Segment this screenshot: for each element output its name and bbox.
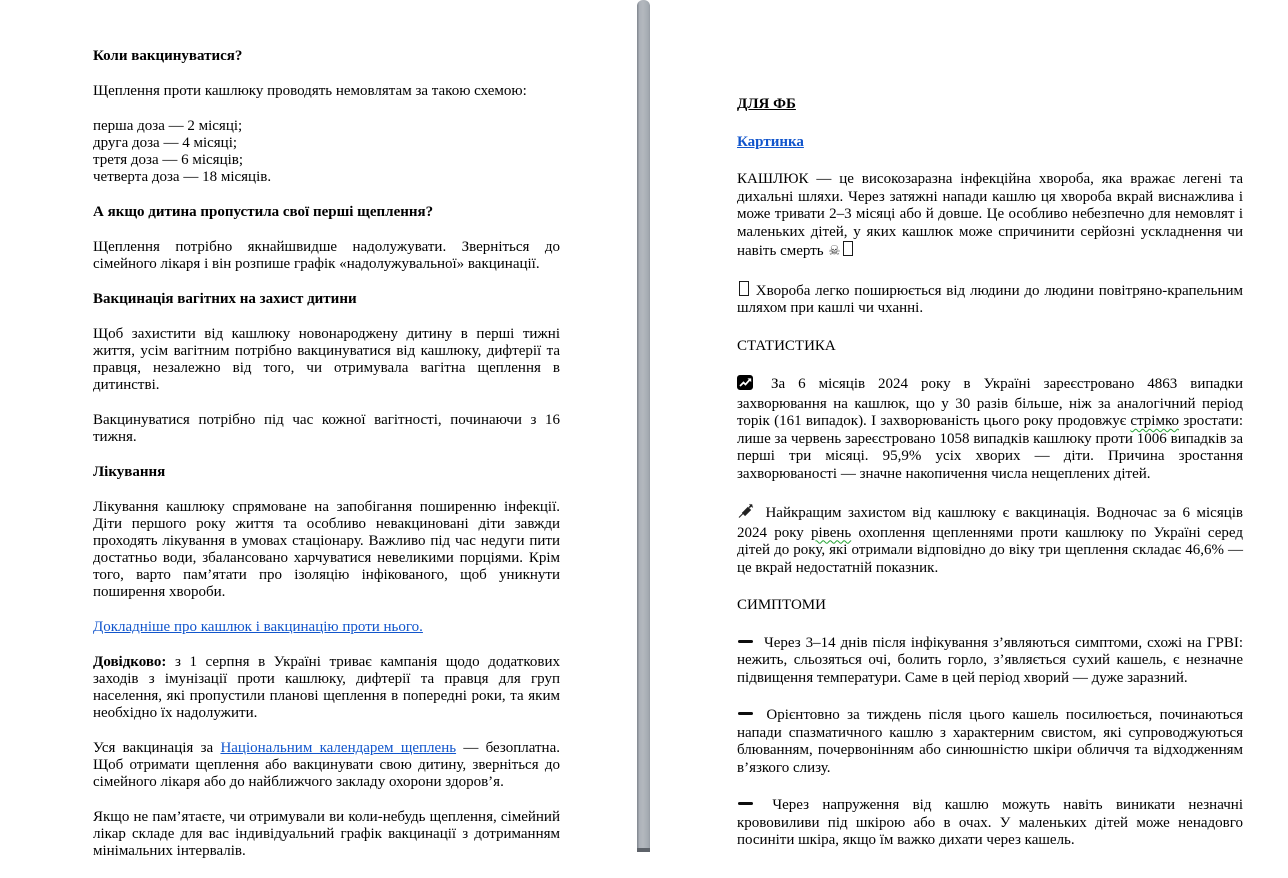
left-page-text-column [93,48,560,878]
picture-link[interactable]: Картинка [737,133,804,150]
more-about-pertussis-link[interactable]: Докладніше про кашлюк і вакцинацію проти нього. [93,619,423,635]
symptoms-heading: СИМПТОМИ [737,597,826,613]
individual-schedule-paragraph: Якщо не пам’ятаєте, чи отримували ви коли-небудь щеплення, сімейний лікар складе для вас індивідуальний графік вакцинації з дотриманням мінімальних інтервалів. [93,809,560,859]
statistics-text-post: зростати: лише за червень зареєстровано 1058 випадків кашлюку проти 1006 випадків за перші три місяці. 95,9% усіх хворих — діти. Причина зростання захворюваності — значне накопичення числа нещеплених дітей. [737,413,1243,482]
chart-increasing-icon [737,375,753,396]
free-vaccination-pre: Уся вакцинація за [93,740,221,756]
pregnant-paragraph-2: Вакцинуватися потрібно під час кожної вагітності, починаючи з 16 тижня. [93,412,560,445]
vaccination-protection-paragraph [737,503,1243,577]
missed-vaccination-paragraph: Щеплення потрібно якнайшвидше надолужувати. Зверніться до сімейного лікаря і він розпише графік «надолужувальної» вакцинації. [93,239,560,272]
dose-line-1: перша доза — 2 місяці; [93,118,243,134]
heading-treatment: Лікування [93,464,166,480]
right-page-text-column [737,96,1243,870]
pregnant-paragraph-1: Щоб захистити від кашлюку новонароджену дитину в перші тижні життя, усім вагітним потрібно вакцинуватися від кашлюку, дифтерії та правця, незалежно від того, чи отримувала вагітна щеплення в дитинстві. [93,326,560,393]
symptom-text-3: Через напруження від кашлю можуть навіть виникати незначні крововиливи під шкірою або в очах. У маленьких дітей може ненадовго посиніти шкіра, якщо їм важко дихати через кашель. [737,797,1243,848]
dose-line-3: третя доза — 6 місяців; [93,152,244,168]
spread-text: Хвороба легко поширюється від людини до людини повітряно-крапельним шляхом при кашлі чи чханні. [737,282,1243,316]
symptom-paragraph-1 [737,635,1243,688]
statistics-paragraph [737,375,1243,483]
spellcheck-word: стрімко [1130,413,1179,429]
pertussis-intro-text: КАШЛЮК — це високозаразна інфекційна хвороба, яка вражає легені та дихальні шляхи. Через затяжні напади кашлю ця хвороба вкрай виснажлива і може тривати 2–3 місяці або й довше. Це особливо небезпечно для немовлят і маленьких дітей, у яких кашлюк може спричинити серйозні ускладнення чи навіть смерть [737,171,1243,259]
vaccination-scheme-intro: Щеплення проти кашлюку проводять немовлятам за такою схемою: [93,83,527,99]
reference-label: Довідково: [93,654,167,670]
scrollbar-divider[interactable] [637,0,650,852]
more-link-paragraph [93,619,560,636]
heavy-minus-icon [738,712,753,715]
missing-glyph-box [843,241,853,256]
symptom-text-2: Орієнтовно за тиждень після цього кашель посилюється, починаються напади спазматичного кашлю з характерним свистом, які супроводжуються блюванням, почервонінням або синюшністю шкіри обличчя та відходженням в’язкого слизу. [737,707,1243,776]
dose-schedule-list [93,118,560,186]
symptom-paragraph-3 [737,797,1243,850]
pertussis-intro-paragraph [737,171,1243,261]
heavy-minus-icon [738,802,753,805]
spellcheck-word: рівень [811,524,852,541]
spread-paragraph [737,281,1243,318]
free-vaccination-paragraph [93,740,560,791]
vaccination-text-pre: Найкращим захистом від кашлюку є вакцинація. Водночас за 6 місяців 2024 року [737,505,1243,541]
heading-when-to-vaccinate: Коли вакцинуватися? [93,48,243,64]
syringe-icon [737,503,754,525]
picture-link-paragraph [737,134,1243,152]
reference-paragraph [93,654,560,722]
reference-text: з 1 серпня в Україні триває кампанія щодо додаткових заходів з імунізації проти кашлюку, дифтерії та правця для груп населення, які пропустили планові щеплення в попередні роки, та яким необхідно їх надолужити. [93,654,560,721]
document-page-right [650,0,1288,852]
fb-heading: ДЛЯ ФБ [737,96,796,112]
national-calendar-link[interactable]: Національним календарем щеплень [220,740,457,756]
statistics-text-pre: За 6 місяців 2024 року в Україні зареєстровано 4863 випадки захворювання на кашлюк, що у 30 разів більше, ніж за аналогічний період торік (161 випадок). І захворюваність цього року продовжує [737,376,1243,429]
treatment-paragraph: Лікування кашлюку спрямоване на запобігання поширенню інфекції. Діти першого року життя та особливо невакциновані діти завжди проходять лікування в умовах стаціонару. Важливо під час недуги пити достатньо води, збалансовано харчуватися невеликими порціями. Крім того, варто пам’ятати про ізоляцію інфікованого, щоб уникнути поширення хвороби. [93,499,560,600]
symptom-paragraph-2 [737,707,1243,777]
missing-glyph-box [739,281,749,296]
statistics-heading: СТАТИСТИКА [737,337,836,354]
symptom-text-1: Через 3–14 днів після інфікування з’являються симптоми, схожі на ГРВІ: нежить, сльозяться очі, болить горло, з’являється сухий кашель, є незначне підвищення температури. Саме в цей період хворий — дуже заразний. [737,634,1243,686]
document-page-left [0,0,637,859]
heading-missed-vaccination: А якщо дитина пропустила свої перші щеплення? [93,204,434,220]
dose-line-2: друга доза — 4 місяці; [93,135,238,151]
heading-pregnant-vaccination: Вакцинація вагітних на захист дитини [93,291,357,307]
skull-crossbones-icon: ☠ [828,243,841,259]
heavy-minus-icon [738,640,753,643]
dose-line-4: четверта доза — 18 місяців. [93,169,272,185]
free-vaccination-post: — безоплатна. Щоб отримати щеплення або вакцинувати свою дитину, зверніться до сімейного лікаря або до найближчого закладу охорони здоров’я. [93,740,560,790]
vaccination-text-post: охоплення щепленнями проти кашлюку по Україні серед дітей до року, які отримали відповідно до віку три щеплення складає 46,6% — це вкрай недостатній показник. [737,524,1243,576]
